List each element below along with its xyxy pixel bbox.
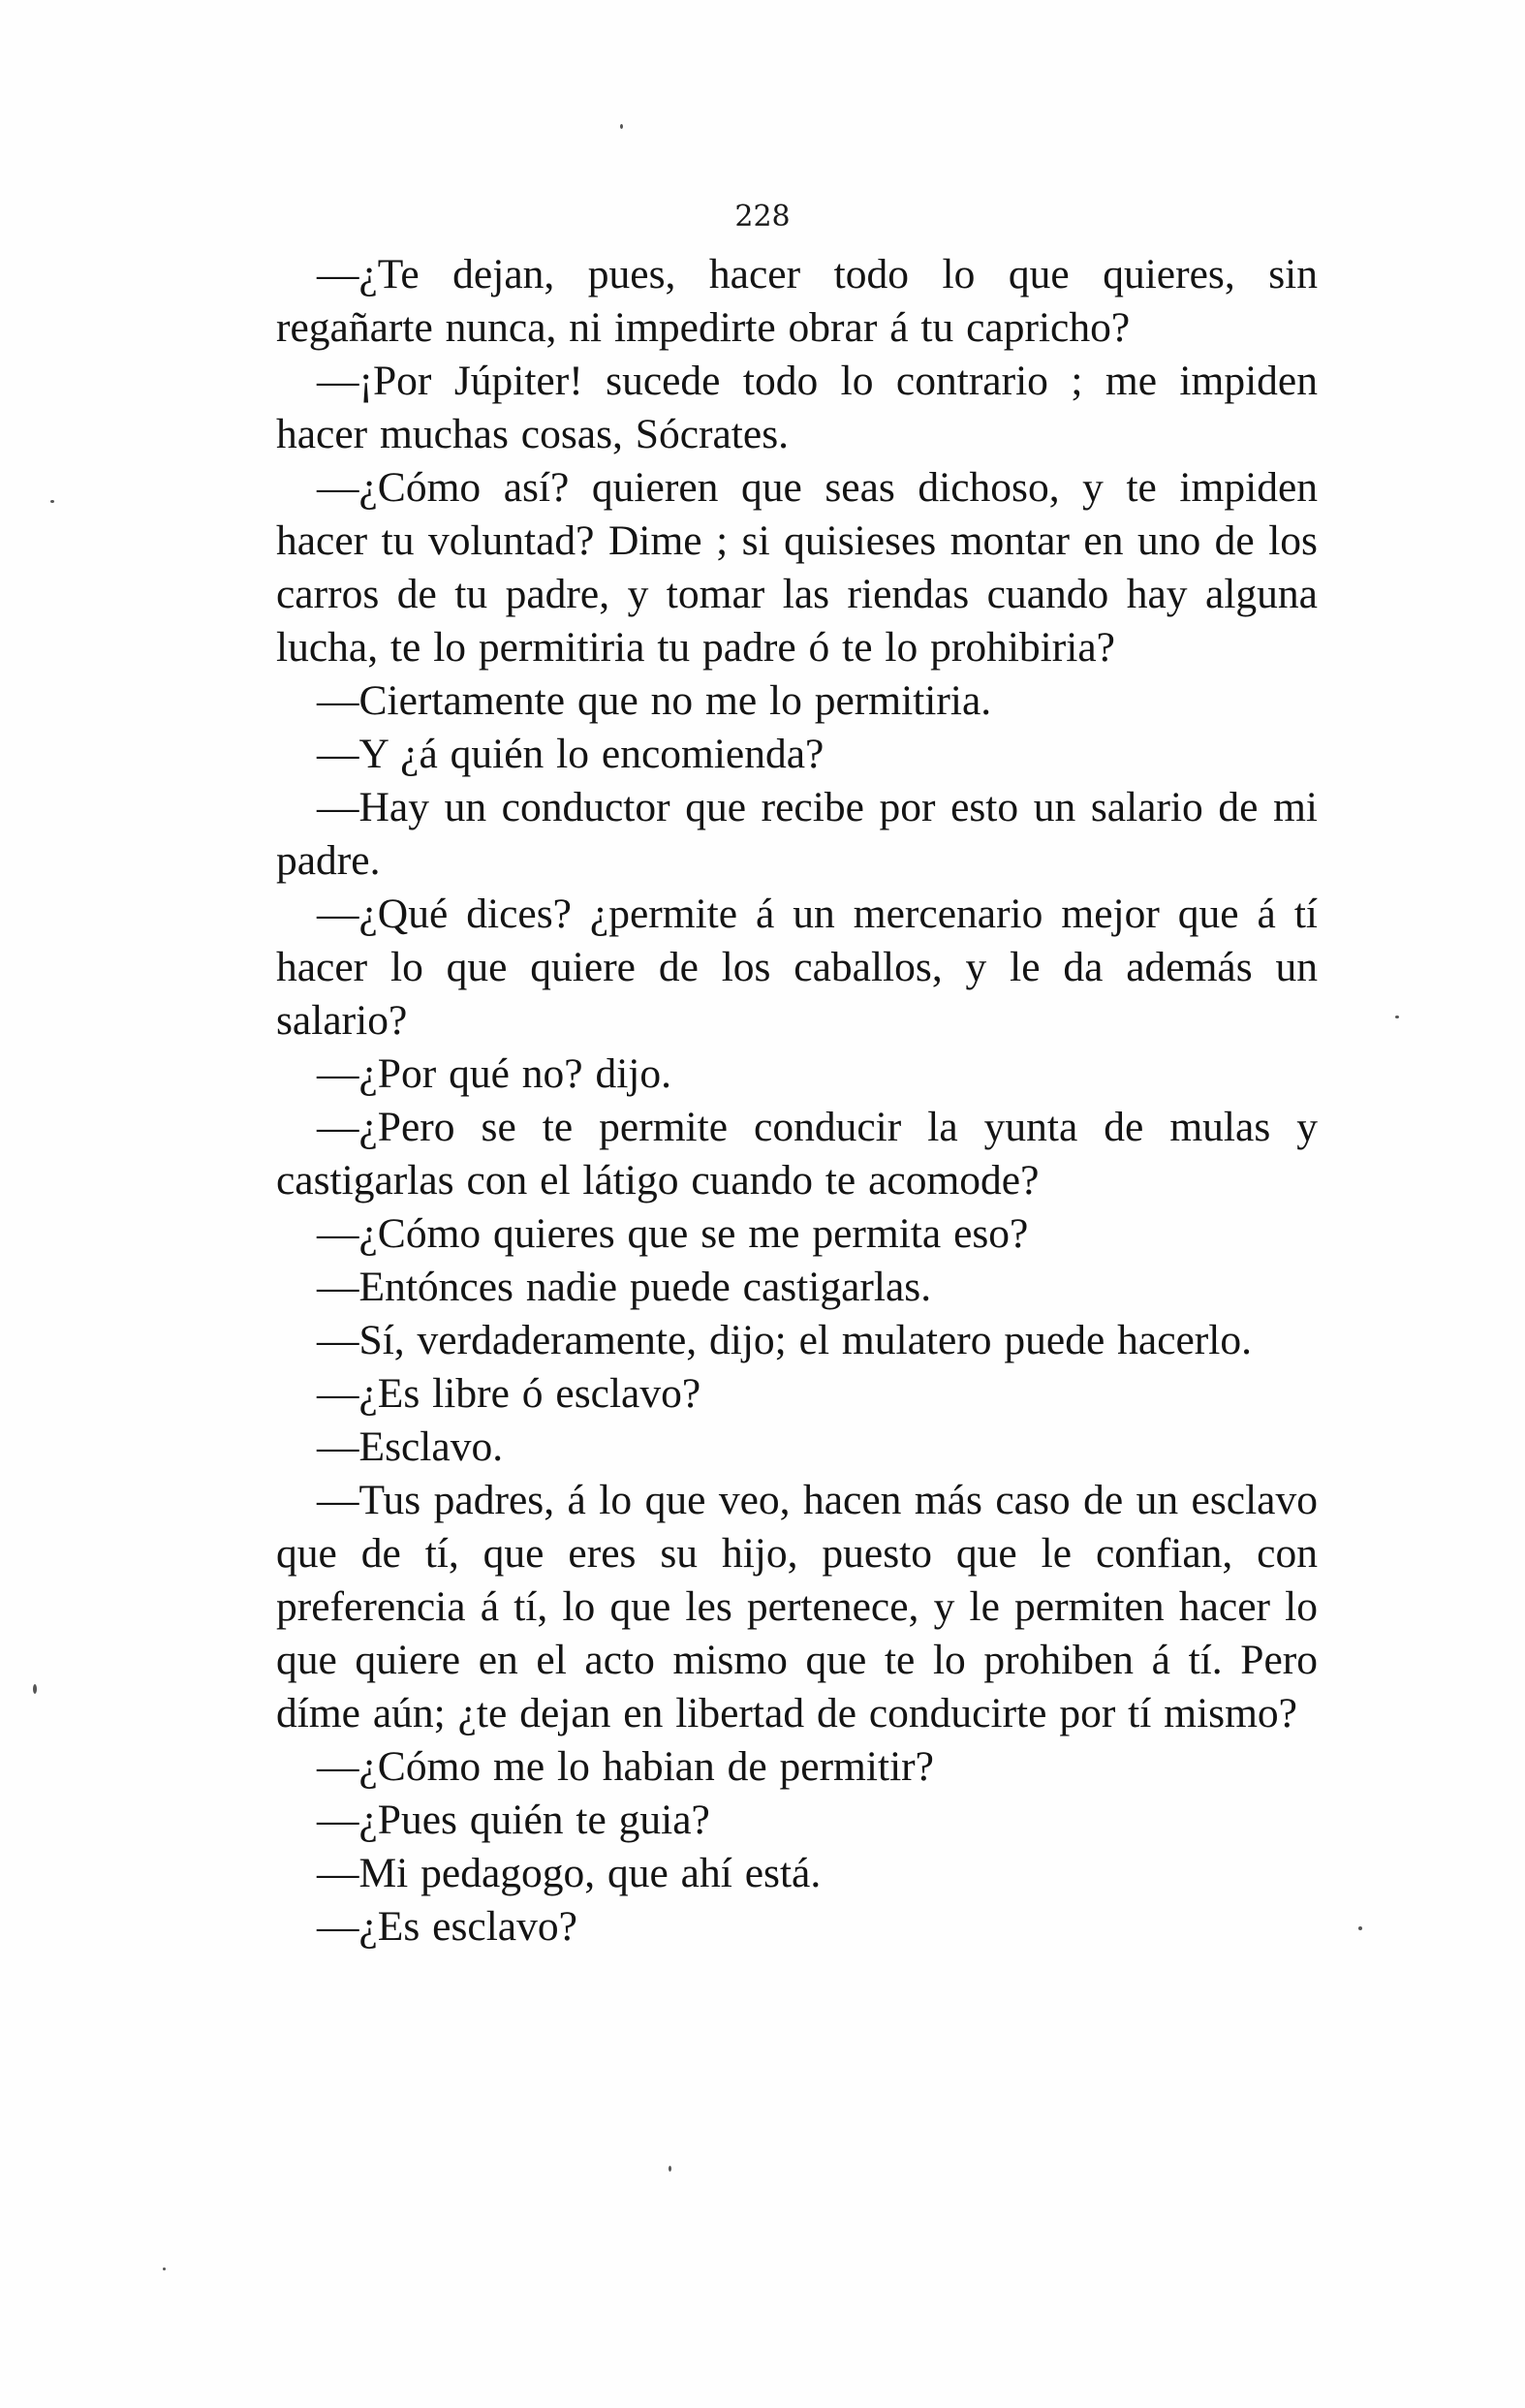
- page-number: 228: [734, 200, 791, 234]
- paragraph: —Mi pedagogo, que ahí está.: [317, 1850, 822, 1896]
- paragraph: —¿Cómo quieres que se me permita eso?: [317, 1210, 1029, 1257]
- paragraph: —Y ¿á quién lo encomienda?: [317, 731, 825, 777]
- paragraph: —¿Por qué no? dijo.: [317, 1050, 672, 1097]
- scan-speck: [1395, 1016, 1399, 1018]
- paragraph: —Sí, verdaderamente, dijo; el mulatero puede hacerlo.: [317, 1317, 1253, 1363]
- scan-speck: [1358, 1926, 1362, 1930]
- scan-speck: [669, 2166, 671, 2172]
- page-text: [276, 248, 1318, 1954]
- scan-speck: [163, 2267, 166, 2270]
- paragraph: —Tus padres, á lo que veo, hacen más caso de un esclavo que de tí, que eres su hijo, puesto que le confian, con preferencia á tí, lo que les pertenece, y le permiten hacer lo que quiere en el acto mismo que te lo prohiben á tí. Pero díme aún; ¿te dejan en libertad de conducirte por tí mismo?: [276, 1477, 1318, 1736]
- paragraph: —¿Pues quién te guia?: [317, 1797, 710, 1843]
- paragraph: —¿Te dejan, pues, hacer todo lo que quieres, sin regañarte nunca, ni impedirte obrar á tu capricho?: [276, 251, 1318, 351]
- paragraph: —¿Cómo me lo habian de permitir?: [317, 1743, 934, 1790]
- paragraph: —¿Es libre ó esclavo?: [317, 1370, 701, 1417]
- scan-speck: [620, 124, 623, 129]
- paragraph: —¿Qué dices? ¿permite á un mercenario mejor que á tí hacer lo que quiere de los caballos, y le da además un salario?: [276, 891, 1318, 1044]
- scan-speck: [50, 500, 54, 503]
- paragraph: —Hay un conductor que recibe por esto un salario de mi padre.: [276, 784, 1318, 884]
- paragraph: —Esclavo.: [317, 1423, 504, 1470]
- paragraph: —¡Por Júpiter! sucede todo lo contrario ; me impiden hacer muchas cosas, Sócrates.: [276, 358, 1318, 457]
- paragraph: —Ciertamente que no me lo permitiria.: [317, 677, 992, 724]
- scan-speck: [33, 1684, 37, 1694]
- paragraph: —¿Pero se te permite conducir la yunta de mulas y castigarlas con el látigo cuando te acomode?: [276, 1104, 1318, 1204]
- paragraph: —¿Cómo así? quieren que seas dichoso, y te impiden hacer tu voluntad? Dime ; si quisieses montar en uno de los carros de tu padre, y tomar las riendas cuando hay alguna lucha, te lo permitiria tu padre ó te lo prohibiria?: [276, 464, 1318, 671]
- paragraph: —Entónces nadie puede castigarlas.: [317, 1264, 932, 1310]
- paragraph: —¿Es esclavo?: [317, 1903, 577, 1950]
